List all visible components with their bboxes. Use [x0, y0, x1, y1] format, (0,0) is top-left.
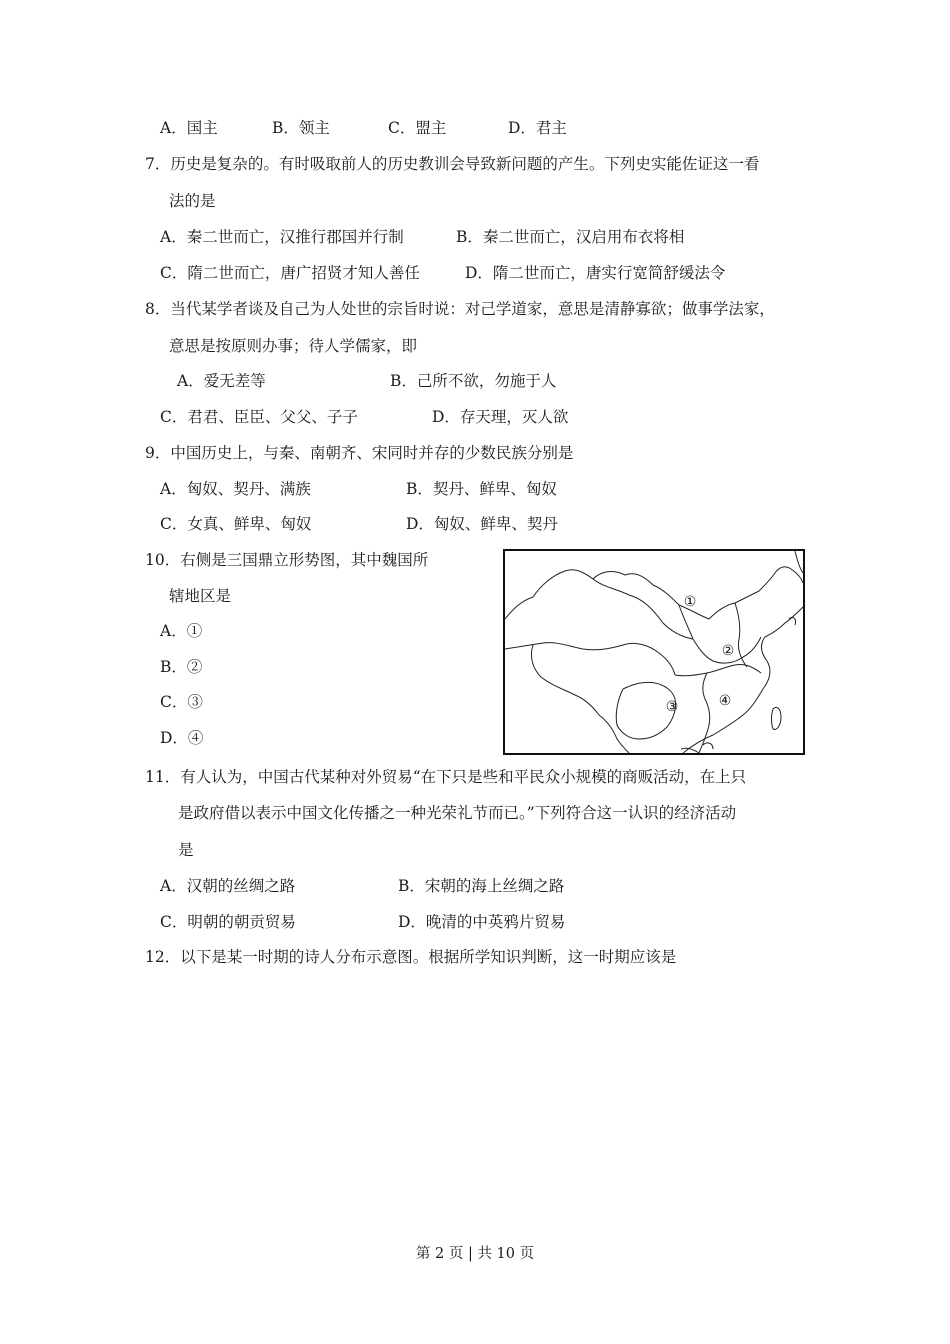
q8-option-c: C．君君、臣臣、父父、子子: [160, 408, 358, 426]
q10-stem-line2: 辖地区是: [169, 587, 232, 605]
q7-option-d: D．隋二世而亡，唐实行宽简舒缓法令: [465, 264, 726, 282]
q8-option-a: A．爱无差等: [177, 372, 266, 390]
q10-option-a: A．①: [160, 622, 203, 640]
q6-option-b: B．领主: [272, 119, 330, 137]
q9-option-d: D．匈奴、鲜卑、契丹: [406, 515, 558, 533]
q6-option-a: A．国主: [160, 119, 218, 137]
map-label-1: ①: [683, 594, 697, 610]
q7-option-a: A．秦二世而亡，汉推行郡国并行制: [160, 228, 404, 246]
q9-option-a: A．匈奴、契丹、满族: [160, 480, 311, 498]
q9-option-c: C．女真、鲜卑、匈奴: [160, 515, 312, 533]
three-kingdoms-map: [503, 549, 805, 755]
q10-option-d: D．④: [160, 729, 204, 747]
q11-option-b: B．宋朝的海上丝绸之路: [398, 877, 565, 895]
page-footer: 第 2 页 | 共 10 页: [415, 1246, 535, 1262]
q11-stem-line1: 11．有人认为，中国古代某种对外贸易“在下只是些和平民众小规模的商贩活动，在上只: [145, 768, 747, 786]
q11-stem-line3: 是: [178, 841, 194, 859]
q9-option-b: B．契丹、鲜卑、匈奴: [406, 480, 557, 498]
map-label-2: ②: [721, 643, 735, 659]
q12-stem-line1: 12．以下是某一时期的诗人分布示意图。根据所学知识判断，这一时期应该是: [145, 948, 677, 966]
q8-stem-line1: 8．当代某学者谈及自己为人处世的宗旨时说：对己学道家，意思是清静寡欲；做事学法家，: [145, 300, 775, 318]
q11-option-a: A．汉朝的丝绸之路: [160, 877, 296, 895]
q7-stem-line2: 法的是: [169, 192, 216, 210]
q6-option-d: D．君主: [508, 119, 567, 137]
q11-option-d: D．晚清的中英鸦片贸易: [398, 913, 566, 931]
q7-option-c: C．隋二世而亡，唐广招贤才知人善任: [160, 264, 420, 282]
q6-option-c: C．盟主: [388, 119, 447, 137]
q10-stem-line1: 10．右侧是三国鼎立形势图，其中魏国所: [145, 551, 429, 569]
q9-stem-line1: 9．中国历史上，与秦、南朝齐、宋同时并存的少数民族分别是: [145, 444, 574, 462]
q10-option-c: C．③: [160, 693, 203, 711]
q10-option-b: B．②: [160, 658, 203, 676]
q8-option-b: B．己所不欲，勿施于人: [390, 372, 557, 390]
map-frame: [504, 550, 804, 754]
q11-stem-line2: 是政府借以表示中国文化传播之一种光荣礼节而已。”下列符合这一认识的经济活动: [178, 804, 737, 822]
map-label-4: ④: [718, 693, 732, 709]
q8-option-d: D．存天理，灭人欲: [432, 408, 569, 426]
q11-option-c: C．明朝的朝贡贸易: [160, 913, 296, 931]
q7-option-b: B．秦二世而亡，汉启用布衣将相: [456, 228, 685, 246]
q8-stem-line2: 意思是按原则办事；待人学儒家，即: [169, 337, 418, 355]
q7-stem-line1: 7．历史是复杂的。有时吸取前人的历史教训会导致新问题的产生。下列史实能佐证这一看: [145, 155, 760, 173]
map-label-3: ③: [665, 699, 679, 715]
